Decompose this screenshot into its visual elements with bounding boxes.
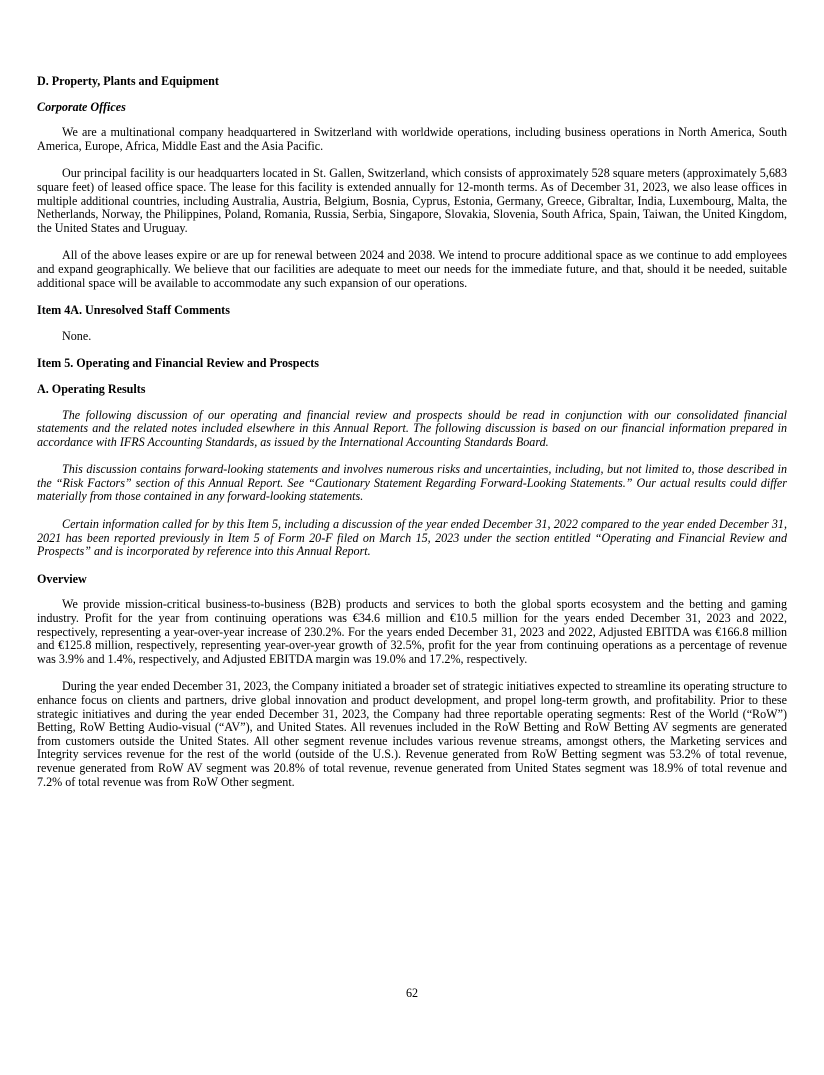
paragraph: During the year ended December 31, 2023, the Company initiated a broader set of strategic initiatives expected to streamline its operating structure to enhance focus on clients and partners, drive global innovation and product development, and propel long-term growth, and profitability. Prior to these strategic initiatives and during the year ended December 31, 2023, the Company had three reportable operating segments: Rest of the World (“RoW”) Betting, RoW Betting Audio-visual (“AV”), and United States. All revenues included in the RoW Betting and RoW Betting AV segments are generated from customers outside the United States. All other segment revenue includes various revenue streams, amongst others, the Marketing services and Integrity services revenue for the rest of the world (outside of the U.S.). Revenue generated from RoW Betting segment was 53.2% of total revenue, revenue generated from RoW AV segment was 20.8% of total revenue, revenue generated from United States segment was 18.9% of total revenue and 7.2% of total revenue was from RoW Other segment. — [37, 679, 787, 789]
subheading-operating-results: A. Operating Results — [37, 381, 146, 396]
section-heading-item-4a: Item 4A. Unresolved Staff Comments — [37, 303, 230, 318]
section-heading-overview: Overview — [37, 571, 87, 586]
document-page — [37, 75, 787, 803]
section-heading-item-5: Item 5. Operating and Financial Review and Prospects — [37, 356, 319, 371]
paragraph: We provide mission-critical business-to-business (B2B) products and services to both the global sports ecosystem and the betting and gaming industry. Profit for the year from continuing operations was €34.6 million and €10.5 million for the years ended December 31, 2023 and 2022, respectively, representing a year-over-year increase of 230.2%. For the years ended December 31, 2023 and 2022, Adjusted EBITDA was €166.8 million and €125.8 million, respectively, representing year-over-year growth of 32.5%, profit for the year from continuing operations as a percentage of revenue was 3.9% and 1.4%, respectively, and Adjusted EBITDA margin was 19.0% and 17.2%, respectively. — [37, 597, 787, 666]
italic-paragraph: Certain information called for by this Item 5, including a discussion of the year ended December 31, 2022 compared to the year ended December 31, 2021 has been reported previously in Item 5 of Form 20-F filed on March 15, 2023 under the section entitled “Operating and Financial Review and Prospects” and is incorporated by reference into this Annual Report. — [37, 517, 787, 559]
paragraph: We are a multinational company headquartered in Switzerland with worldwide operations, including business operations in North America, South America, Europe, Africa, Middle East and the Asia Pacific. — [37, 125, 787, 153]
section-heading-property: D. Property, Plants and Equipment — [37, 74, 219, 88]
subheading-corporate-offices: Corporate Offices — [37, 99, 126, 114]
italic-paragraph: The following discussion of our operating and financial review and prospects should be read in conjunction with our consolidated financial statements and the related notes included elsewhere in this Annual Report. The following discussion is based on our financial information prepared in accordance with IFRS Accounting Standards, as issued by the International Accounting Standards Board. — [37, 407, 787, 449]
page-number: 62 — [405, 986, 419, 1000]
paragraph: Our principal facility is our headquarters located in St. Gallen, Switzerland, which consists of approximately 528 square meters (approximately 5,683 square feet) of leased office space. The lease for this facility is extended annually for 12-month terms. As of December 31, 2023, we also lease offices in multiple additional countries, including Australia, Austria, Belgium, Bosnia, Cyprus, Estonia, Germany, Greece, Gibraltar, India, Luxembourg, Malta, the Netherlands, Norway, the Philippines, Poland, Romania, Russia, Serbia, Singapore, Slovakia, Slovenia, South Africa, Spain, Taiwan, the United Kingdom, the United States and Uruguay. — [37, 166, 787, 235]
italic-paragraph: This discussion contains forward-looking statements and involves numerous risks and uncertainties, including, but not limited to, those described in the “Risk Factors” section of this Annual Report. See “Cautionary Statement Regarding Forward-Looking Statements.” Our actual results could differ materially from those contained in any forward-looking statements. — [37, 462, 787, 504]
paragraph: All of the above leases expire or are up for renewal between 2024 and 2038. We intend to procure additional space as we continue to add employees and expand geographically. We believe that our facilities are adequate to meet our needs for the immediate future, and that, should it be needed, suitable additional space will be available to accommodate any such expansion of our operations. — [37, 248, 787, 290]
paragraph: None. — [62, 328, 92, 343]
